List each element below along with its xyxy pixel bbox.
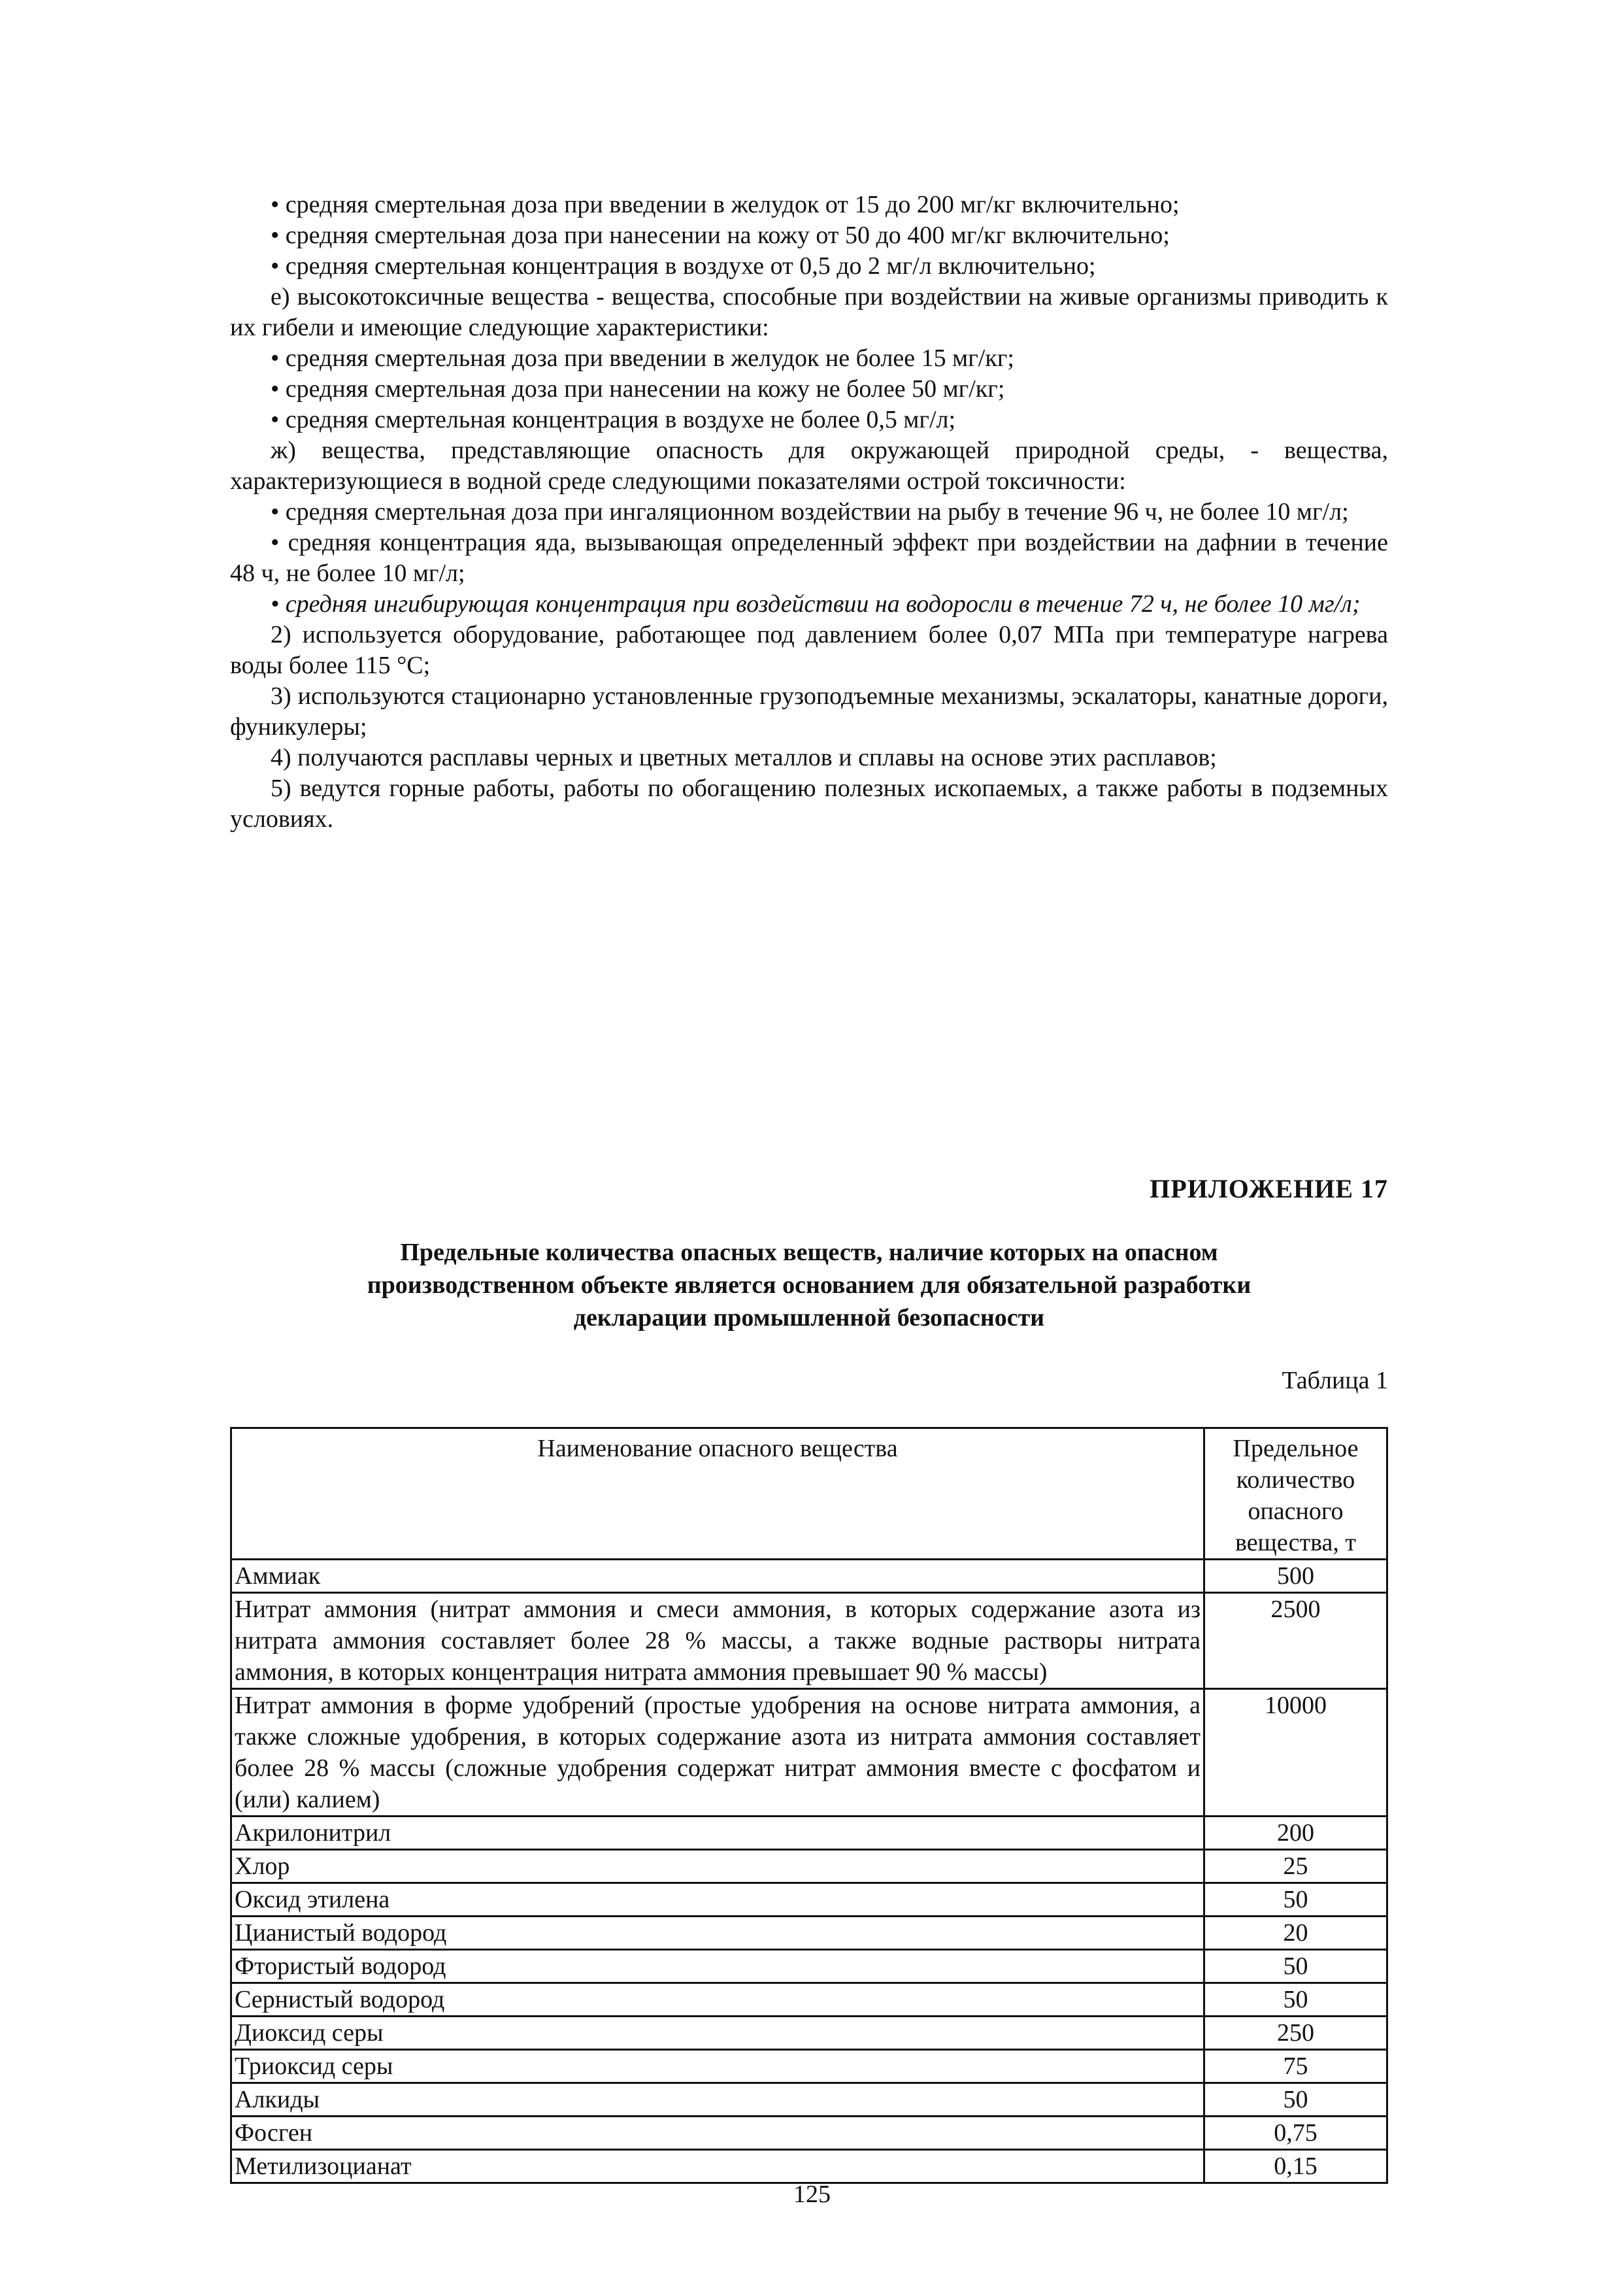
body-paragraph: • средняя смертельная концентрация в воздухе не более 0,5 мг/л; xyxy=(271,406,956,433)
body-paragraph: • средняя смертельная доза при ингаляционном воздействии на рыбу в течение 96 ч, не более 10 мг/л; xyxy=(271,498,1349,526)
table-row xyxy=(231,1917,1387,1950)
document-page xyxy=(230,190,1388,2180)
table-row xyxy=(231,1850,1387,1883)
heading-line: производственном объекте является основанием для обязательной разработки xyxy=(367,1271,1251,1299)
appendix-title: ПРИЛОЖЕНИЕ 17 xyxy=(1150,1174,1388,1203)
header-qty-line: количество xyxy=(1236,1466,1355,1494)
substances-table xyxy=(230,1427,1388,2184)
heading-line: декларации промышленной безопасности xyxy=(573,1304,1045,1332)
substance-limit: 0,75 xyxy=(1204,2117,1387,2150)
header-qty-line: вещества, т xyxy=(1235,1529,1357,1556)
body-paragraph: • средняя концентрация яда, вызывающая определенный эффект при воздействии на дафнии в течение 48 ч, не более 10 мг/л; xyxy=(230,529,1388,587)
table-row xyxy=(231,2150,1387,2183)
substance-limit: 0,15 xyxy=(1204,2150,1387,2183)
body-paragraph: е) высокотоксичные вещества - вещества, способные при воздействии на живые организмы приводить к их гибели и имеющие следующие характеристики: xyxy=(230,283,1388,341)
body-text xyxy=(230,190,1388,835)
substance-name: Хлор xyxy=(231,1850,1204,1883)
body-paragraph: • средняя смертельная доза при введении в желудок от 15 до 200 мг/кг включительно; xyxy=(271,191,1180,218)
table-row xyxy=(231,1817,1387,1850)
substance-name: Фосген xyxy=(231,2117,1204,2150)
substance-name: Нитрат аммония в форме удобрений (простые удобрения на основе нитрата аммония, а также сложные удобрения, в которых содержание азота из нитрата аммония составляет более 28 % массы (сложные удобрения содержат нитрат аммония вместе с фосфатом и (или) калием) xyxy=(231,1689,1204,1817)
header-qty-line: опасного xyxy=(1248,1498,1344,1525)
table-row xyxy=(231,1983,1387,2017)
substance-name: Триоксид серы xyxy=(231,2050,1204,2083)
table-row xyxy=(231,2050,1387,2083)
table-row xyxy=(231,2117,1387,2150)
table-label: Таблица 1 xyxy=(1282,1367,1388,1394)
substance-limit: 200 xyxy=(1204,1817,1387,1850)
substance-name: Фтористый водород xyxy=(231,1950,1204,1983)
header-limit-quantity xyxy=(1204,1428,1387,1560)
substance-name: Метилизоцианат xyxy=(231,2150,1204,2183)
substance-limit: 50 xyxy=(1204,1983,1387,2017)
substance-name: Аммиак xyxy=(231,1560,1204,1593)
body-paragraph: 2) используется оборудование, работающее под давлением более 0,07 МПа при температуре нагрева воды более 115 °С; xyxy=(230,621,1388,679)
substance-limit: 250 xyxy=(1204,2017,1387,2050)
body-paragraph: • средняя ингибирующая концентрация при воздействии на водоросли в течение 72 ч, не более 10 мг/л; xyxy=(271,590,1361,618)
body-paragraph: • средняя смертельная доза при нанесении на кожу не более 50 мг/кг; xyxy=(271,375,1005,403)
table-row xyxy=(231,2017,1387,2050)
section-heading xyxy=(230,1236,1388,1334)
substance-limit: 20 xyxy=(1204,1917,1387,1950)
substance-limit: 2500 xyxy=(1204,1593,1387,1689)
body-paragraph: • средняя смертельная доза при нанесении на кожу от 50 до 400 мг/кг включительно; xyxy=(271,222,1170,249)
body-paragraph: • средняя смертельная доза при введении в желудок не более 15 мг/кг; xyxy=(271,344,1014,372)
substance-name: Сернистый водород xyxy=(231,1983,1204,2017)
substance-limit: 500 xyxy=(1204,1560,1387,1593)
table-row xyxy=(231,1883,1387,1917)
body-paragraph: 5) ведутся горные работы, работы по обогащению полезных ископаемых, а также работы в подземных условиях. xyxy=(230,775,1388,833)
substance-name: Цианистый водород xyxy=(231,1917,1204,1950)
substance-limit: 50 xyxy=(1204,2083,1387,2117)
substance-name: Диоксид серы xyxy=(231,2017,1204,2050)
table-header-row xyxy=(231,1428,1387,1560)
heading-line: Предельные количества опасных веществ, наличие которых на опасном xyxy=(400,1239,1218,1266)
body-paragraph: 4) получаются расплавы черных и цветных металлов и сплавы на основе этих расплавов; xyxy=(271,744,1217,771)
substance-limit: 10000 xyxy=(1204,1689,1387,1817)
substance-limit: 25 xyxy=(1204,1850,1387,1883)
substance-limit: 75 xyxy=(1204,2050,1387,2083)
substance-limit: 50 xyxy=(1204,1883,1387,1917)
body-paragraph: ж) вещества, представляющие опасность для окружающей природной среды, - вещества, характеризующиеся в водной среде следующими показателями острой токсичности: xyxy=(230,437,1388,495)
header-substance-name: Наименование опасного вещества xyxy=(231,1428,1204,1560)
table-row xyxy=(231,1950,1387,1983)
substance-name: Оксид этилена xyxy=(231,1883,1204,1917)
page-number: 125 xyxy=(793,2181,831,2208)
table-row xyxy=(231,1593,1387,1689)
substance-name: Нитрат аммония (нитрат аммония и смеси аммония, в которых содержание азота из нитрата аммония составляет более 28 % массы, а также водные растворы нитрата аммония, в которых концентрация нитрата аммония превышает 90 % массы) xyxy=(231,1593,1204,1689)
table-row xyxy=(231,2083,1387,2117)
table-row xyxy=(231,1689,1387,1817)
body-paragraph: • средняя смертельная концентрация в воздухе от 0,5 до 2 мг/л включительно; xyxy=(271,252,1096,280)
substance-name: Алкиды xyxy=(231,2083,1204,2117)
substance-name: Акрилонитрил xyxy=(231,1817,1204,1850)
substance-limit: 50 xyxy=(1204,1950,1387,1983)
table-row xyxy=(231,1560,1387,1593)
body-paragraph: 3) используются стационарно установленные грузоподъемные механизмы, эскалаторы, канатные дороги, фуникулеры; xyxy=(230,682,1388,741)
header-qty-line: Предельное xyxy=(1233,1435,1359,1462)
